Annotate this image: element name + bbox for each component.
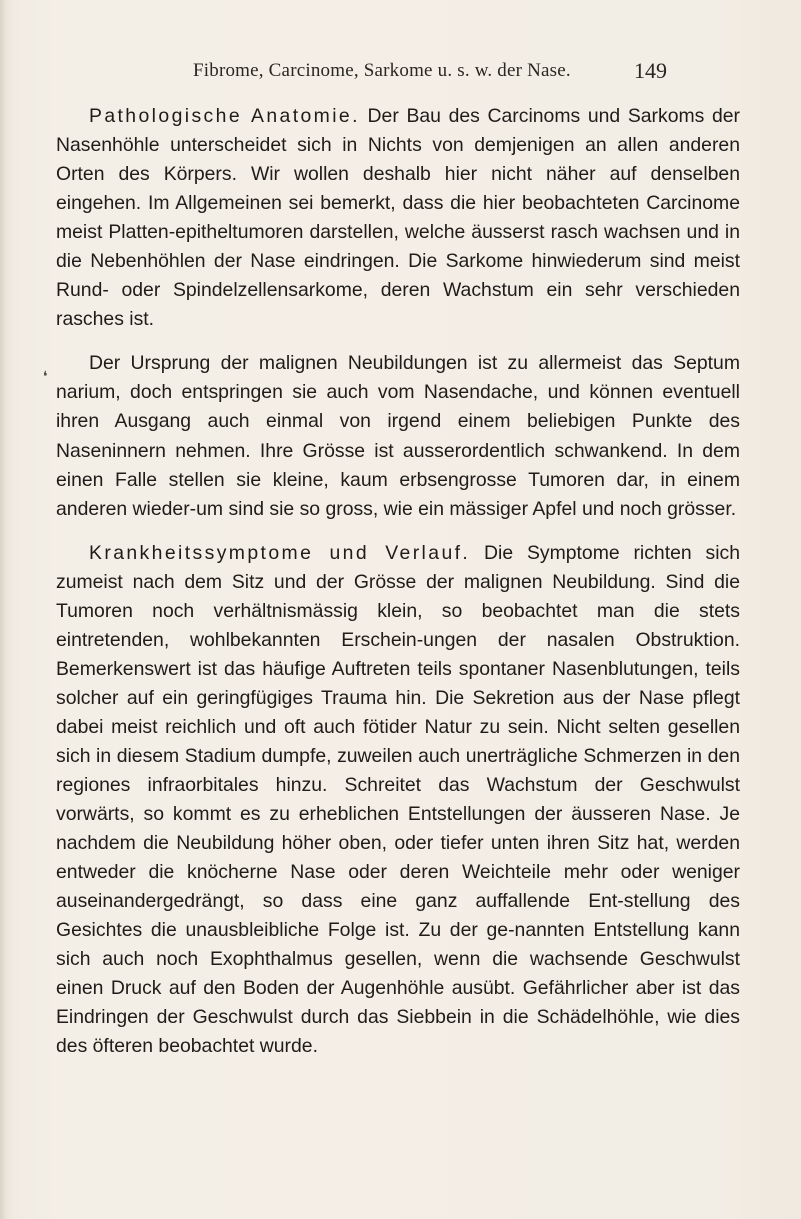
paragraph-text: Der Ursprung der malignen Neubildungen ist zu allermeist das Septum narium, doch entspringen sie auch vom Nasendache, und können eventuell ihren Ausgang auch einmal von irgend einem beliebigen Punkte des Naseninnern nehmen. Ihre Grösse ist ausserordentlich schwankend. In dem einen Falle stellen sie kleine, kaum erbsengrosse Tumoren dar, in einem anderen wieder-um sind sie so gross, wie ein mässiger Apfel und noch grösser. [56, 352, 740, 520]
paragraph-text: Der Bau des Carcinoms und Sarkoms der Nasenhöhle unterscheidet sich in Nichts von demjenigen an allen anderen Orten des Körpers. Wir wollen deshalb hier nicht näher auf denselben eingehen. Im Allgemeinen sei bemerkt, dass die hier beobachteten Carcinome meist Platten-epitheltumoren darstellen, welche äusserst rasch wachsen und in die Nebenhöhlen der Nase eindringen. Die Sarkome hinwiederum sind meist Rund- oder Spindelzellensarkome, deren Wachstum ein sehr verschieden rasches ist. [56, 105, 741, 331]
page-header [0, 58, 801, 90]
paragraph-pathologische-anatomie [56, 102, 740, 334]
running-title: Fibrome, Carcinome, Sarkome u. s. w. der Nase. [193, 60, 571, 81]
page-spine-shadow [0, 0, 6, 1219]
margin-mark: ❛ [43, 368, 48, 384]
section-heading: Pathologische Anatomie. [89, 105, 360, 127]
section-heading: Krankheitssymptome und Verlauf. [89, 541, 471, 564]
body-text [56, 102, 740, 1077]
page-number: 149 [634, 58, 667, 83]
paragraph-text: Die Symptome richten sich zumeist nach dem Sitz und der Grösse der malignen Neubildung. Sind die Tumoren noch verhältnismässig klein, so beobachtet man die stets eintretenden, wohlbekannten Erschein-ungen der nasalen Obstruktion. Bemerkenswert ist das häufige Auftreten teils spontaner Nasenblutungen, teils solcher auf ein geringfügiges Trauma hin. Die Sekretion aus der Nase pflegt dabei meist reichlich und oft auch fötider Natur zu sein. Nicht selten gesellen sich in diesem Stadium dumpfe, zuweilen auch unerträgliche Schmerzen in den regiones infraorbitales hinzu. Schreitet das Wachstum der Geschwulst vorwärts, so kommt es zu erheblichen Entstellungen der äusseren Nase. Je nachdem die Neubildung höher oben, oder tiefer unten ihren Sitz hat, werden entweder die knöcherne Nase oder deren Weichteile mehr oder weniger auseinandergedrängt, so dass eine ganz auffallende Ent-stellung des Gesichtes die unausbleibliche Folge ist. Zu der ge-nannten Entstellung kann sich auch noch Exophthalmus gesellen, wenn die wachsende Geschwulst einen Druck auf den Boden der Augenhöhle ausübt. Gefährlicher aber ist das Eindringen der Geschwulst durch das Siebbein in die Schädelhöhle, wie dies des öfteren beobachtet wurde. [56, 541, 740, 1058]
paragraph-krankheitssymptome [56, 539, 740, 1062]
paragraph-ursprung [56, 349, 740, 523]
